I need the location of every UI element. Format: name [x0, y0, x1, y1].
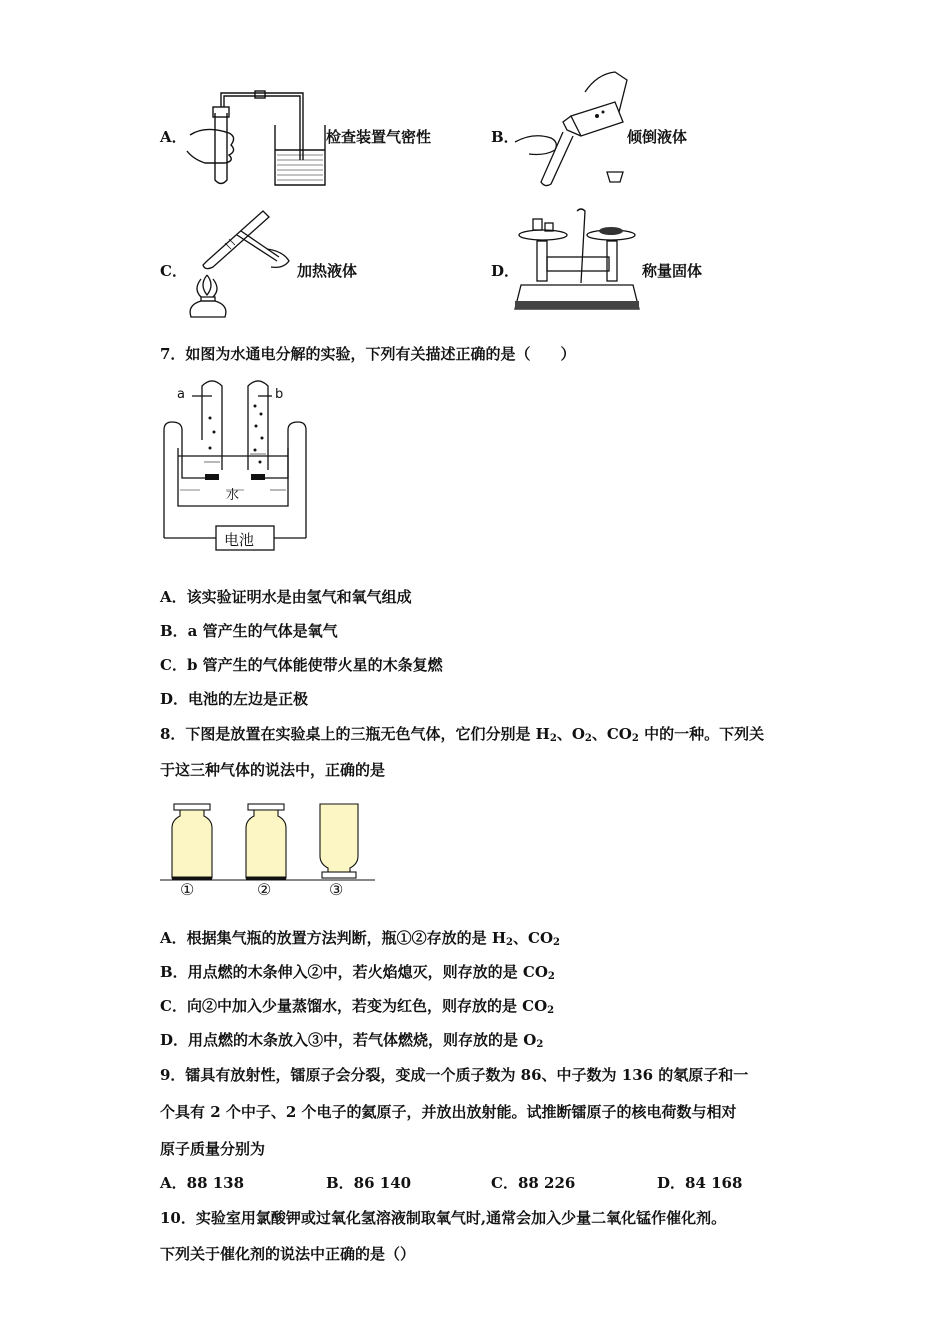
q10-line2: 下列关于催化剂的说法中正确的是（）: [160, 1245, 416, 1263]
q9-option-a: A．88 138: [160, 1174, 245, 1192]
q7-fig-battery: 电池: [224, 531, 255, 549]
figure-balance-weighing: [515, 205, 640, 315]
q7-fig-label-a: a: [177, 387, 185, 402]
figure-water-electrolysis: [160, 378, 310, 553]
q8-bottle-label-3: ③: [329, 880, 344, 899]
q9-line2: 个具有 2 个中子、2 个电子的氦原子，并放出放射能。试推断镭原子的核电荷数与相对: [160, 1103, 737, 1121]
q6-option-a-label: A．: [160, 128, 187, 146]
figure-pouring-liquid: [515, 72, 635, 190]
q6-option-c-label: C．: [160, 262, 187, 280]
q7-option-d: D．电池的左边是正极: [160, 690, 309, 708]
q6-option-d-text: 称量固体: [642, 262, 703, 280]
q9-line3: 原子质量分别为: [160, 1140, 266, 1158]
q7-option-a: A．该实验证明水是由氢气和氧气组成: [160, 588, 412, 606]
q9-line1: 9．镭具有放射性，镭原子会分裂，变成一个质子数为 86、中子数为 136 的氡原子和一: [160, 1066, 749, 1084]
figure-gas-bottles: [160, 800, 375, 882]
q6-option-b-label: B．: [491, 128, 519, 146]
figure-heating-liquid: [185, 205, 295, 317]
q7-fig-label-b: b: [275, 387, 284, 402]
q8-option-c: C．向②中加入少量蒸馏水，若变为红色，则存放的是 $CO_2$: [160, 997, 555, 1016]
q8-option-d: D．用点燃的木条放入③中，若气体燃烧，则存放的是 $O_2$: [160, 1031, 544, 1050]
q6-option-c-text: 加热液体: [297, 262, 358, 280]
q6-option-b-text: 倾倒液体: [627, 128, 688, 146]
q8-stem-line2: 于这三种气体的说法中，正确的是: [160, 761, 386, 779]
q7-fig-water: 水: [226, 488, 240, 503]
q7-option-b: B．a 管产生的气体是氧气: [160, 622, 338, 640]
q10-line1: 10．实验室用氯酸钾或过氧化氢溶液制取氧气时,通常会加入少量二氧化锰作催化剂。: [160, 1209, 727, 1227]
q8-bottle-label-1: ①: [180, 880, 195, 899]
q7-option-c: C．b 管产生的气体能使带火星的木条复燃: [160, 656, 443, 674]
q8-option-a: A．根据集气瓶的放置方法判断，瓶①②存放的是 $H_2$、$CO_2$: [160, 929, 560, 948]
q7-stem: 7．如图为水通电分解的实验，下列有关描述正确的是（ ）: [160, 345, 576, 363]
q9-option-c: C．88 226: [491, 1174, 576, 1192]
q8-option-b: B．用点燃的木条伸入②中，若火焰熄灭，则存放的是 $CO_2$: [160, 963, 555, 982]
q8-stem-line1: 8．下图是放置在实验桌上的三瓶无色气体，它们分别是 $H_2$、$O_2$、$CO_2$ 中的一种。下列关: [160, 725, 765, 744]
q8-bottle-label-2: ②: [257, 880, 272, 899]
q6-option-a-text: 检查装置气密性: [326, 128, 432, 146]
figure-airtightness-check: [185, 85, 325, 190]
q6-option-d-label: D．: [491, 262, 520, 280]
q9-option-d: D．84 168: [657, 1174, 743, 1192]
q9-option-b: B．86 140: [326, 1174, 412, 1192]
